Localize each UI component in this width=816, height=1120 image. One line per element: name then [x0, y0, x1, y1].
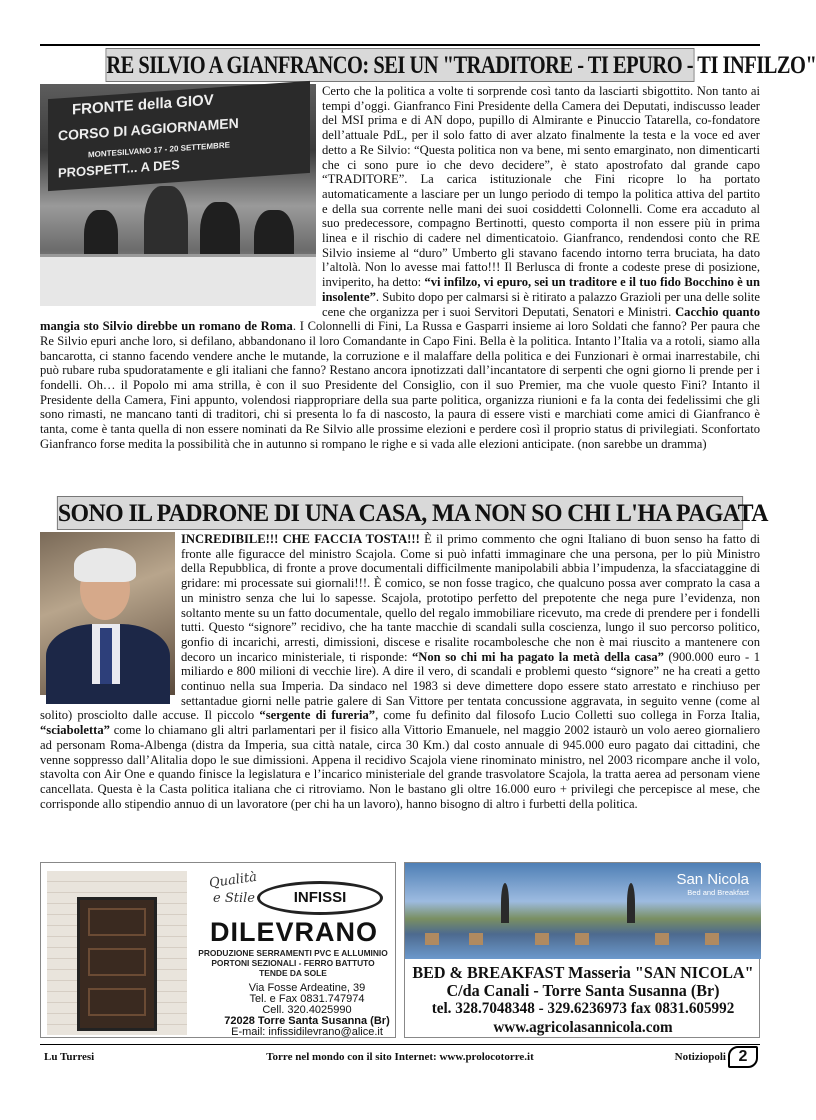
infissi-logo: INFISSI	[257, 881, 383, 915]
address-email: E-mail: infissidilevrano@alice.it	[231, 1026, 383, 1038]
footer-section: Notiziopoli	[674, 1051, 726, 1063]
door-photo	[47, 871, 187, 1035]
pool-photo	[405, 863, 761, 959]
article-2-paragraph-2: (900.000 euro - 1 miliardo e 800 milioni di vecchie lire). A dire il vero, di scandali e problemi questo “signore” ne ha creati a getto continuo nella sua Imperia. Da sindaco nel 1983 si deve dimettere dopo essere stato arrestato e rinchiuso per settantadue giorni nelle patrie galere di San Vittore per tentata concussione aggravata, in seguito venne (come al solito) prosciolto dalle accuse. Il piccolo	[40, 649, 760, 723]
footer-website: Torre nel mondo con il sito Internet: www.prolocotorre.it	[266, 1051, 534, 1063]
photo-tie	[100, 628, 112, 684]
article-1-quote: “vi infilzo, vi epuro, sei un traditore e il tuo fido Bocchino è un insolente”	[322, 275, 760, 304]
ad-dilevrano	[40, 862, 396, 1038]
lamp-post	[501, 883, 509, 923]
bb-address: C/da Canali - Torre Santa Susanna (Br)	[446, 981, 720, 1000]
style-label: e Stile	[213, 891, 255, 906]
article-1-paragraph-2a: . Subito dopo per calmarsi si è ritirato a palazzo Grazioli per una delle solite cene che organizza per i suoi Servitori Deputati, Senatori e Ministri.	[322, 289, 760, 319]
article-2-nickname-2: “sciaboletta”	[40, 723, 110, 738]
address-street: Via Fosse Ardeatine, 39	[248, 982, 366, 994]
banner-line-2: CORSO DI AGGIORNAMEN	[58, 114, 239, 144]
door-panel	[88, 948, 146, 976]
door-frame	[77, 897, 157, 1031]
article-2-nickname-1: “sergente di fureria”	[259, 708, 376, 723]
article-2-headline: SONO IL PADRONE DI UNA CASA, MA NON SO CHI L'HA PAGATA	[57, 496, 743, 530]
service-line-2: PORTONI SEZIONALI - FERRO BATTUTO	[211, 958, 375, 968]
door-panel	[88, 988, 146, 1016]
bb-website: www.agricolasannicola.com	[493, 1019, 673, 1036]
article-1-paragraph-2b: . I Colonnelli di Fini, La Russa e Gasparri insieme ai loro Soldati che fanno? Per paura che Re Silvio epuri anche loro, si defilano, abbandonano il loro Comandante in Capo Fini. Bella è la politica. Intanto l’Italia va a rotoli, siamo alla bancarotta, ci stanno facendo vendere anche le mutande, la corruzione e il malaffare della politica e dei Funzionari è ormai inarrestabile, chi può rubare ruba spudoratamente e gli italiani che fanno? Restano ancora ipnotizzati dall’incantatore di serpenti che ogni giorno li prende per i fondelli. Oh… il Popolo mi ama strilla, è con il suo Presidente del Consiglio, con il suo Premier, ma che vuole questo Fini? Intanto il Presidente della Camera, Fini appunto, volendosi riappropriare della sua parte politica, organizza riunioni e fa la conta dei fedelissimi che gli sono rimasti, ne mancano tanti di traditori, chi si presenta lo fa di nascosto, la paura di essere visti e marchiati come amici di Gianfranco è tanta, come è tanta quella di non essere nominati da Re Silvio alle prossime elezioni e perdere così il proprio status di privilegiati. Sconfortato Gianfranco forse medita la possibilità che in autunno si rompano le righe e si vada alle elezioni anticipate. (non sarebbe un dramma)	[40, 319, 760, 451]
logo-name: San Nicola	[676, 871, 749, 888]
logo-tagline: Bed and Breakfast	[687, 888, 749, 897]
article-2-body	[40, 532, 760, 854]
san-nicola-logo	[676, 871, 749, 897]
pool-chair	[425, 933, 439, 945]
article-2-photo	[40, 532, 175, 695]
pool-chair	[535, 933, 549, 945]
footer-rule	[40, 1044, 760, 1045]
ads-row	[40, 862, 760, 1038]
bb-phones: tel. 328.7048348 - 329.6236973 fax 0831.605992	[431, 1000, 735, 1017]
photo-hair	[74, 548, 136, 582]
bb-title: BED & BREAKFAST Masseria "SAN NICOLA"	[412, 963, 754, 982]
banner-line-1: FRONTE della GIOV	[72, 91, 214, 119]
pool-chair	[655, 933, 669, 945]
article-2-lead: INCREDIBILE!!! CHE FACCIA TOSTA!!!	[181, 532, 420, 546]
photo-banner	[48, 81, 310, 191]
brand-name: DILEVRANO	[209, 917, 378, 947]
article-1-bold-remark: Cacchio quanto mangia sto Silvio direbbe un romano de Roma	[40, 304, 760, 334]
article-1-headline: RE SILVIO A GIANFRANCO: SEI UN "TRADITORE - TI EPURO - TI INFILZO"	[106, 48, 695, 82]
pool-chair	[575, 933, 589, 945]
article-1-paragraph-1: Certo che la politica a volte ti sorprende così tanto da lasciarti sbigottito. Non tanto ai tempi d’oggi. Gianfranco Fini Presidente della Camera dei Deputati, indiscusso leader del MSI prima e di AN dopo, pupillo di Almirante e Pinuccio Tatarella, co-fondatore dell’attuale PdL, per il solo fatto di aver alzato finalmente la testa e la voce ed aver detto a Re Silvio: “Questa politica non va bene, mi sento emarginato, non dimenticarti che ci sono pure io che devo decidere”, è stato apostrofato dal grande capo “TRADITORE”. La carica istituzionale che Fini ricopre lo ha portato automaticamente a lasciare per un lungo periodo di tempo la politica attiva del partito e della sua corrente nelle mani dei suoi cosiddetti Colonnelli. Come era accaduto al suo predecessore, compagno Bertinotti, questo comporta il non essere più in prima linea e il rischio di cadere nel dimenticatoio. Gianfranco, rendendosi conto che RE Silvio insieme al “duro” Umberto gli stavano facendo intorno terra bruciata, ha dato l’altolà. Non lo avesse mai fatto!!! Il Berlusca di fronte a codeste prese di posizione, inviperito, ha detto:	[322, 84, 760, 290]
page-number: 2	[728, 1046, 758, 1068]
pool-chair	[705, 933, 719, 945]
top-rule	[40, 44, 760, 46]
lamp-post	[627, 883, 635, 923]
door-panel	[88, 908, 146, 936]
quality-label: Qualità	[208, 869, 258, 892]
address-phone: Tel. e Fax 0831.747974	[249, 993, 365, 1005]
article-1-body	[40, 84, 760, 492]
article-2-paragraph-3: , come fu definito dal filosofo Lucio Colletti suo collega in Forza Italia,	[375, 708, 760, 723]
article-1-photo	[40, 84, 316, 306]
ad-san-nicola	[404, 862, 760, 1038]
address-cell: Cell. 320.4025990	[262, 1004, 352, 1016]
address-city: 72028 Torre Santa Susanna (Br)	[224, 1015, 390, 1027]
pool-chair	[469, 933, 483, 945]
article-2-quote: “Non so chi mi ha pagato la metà della casa”	[411, 649, 664, 664]
service-line-3: TENDE DA SOLE	[259, 968, 327, 978]
banner-line-3: MONTESILVANO 17 - 20 SETTEMBRE	[88, 140, 230, 160]
article-2-paragraph-1: È il primo commento che ogni Italiano di buon senso ha fatto di fronte alle figuracce del ministro Scajola. Come si può infatti immaginare che una persona, per lo più Ministro della Repubblica, di fronte a prove documentali difficilmente manipolabili abbia l’impudenza, la sfacciataggine di gridare: mi processate sui giornali!!!. È comico, se non fosse tragico, che qualcuno possa aver comprato la casa a un ministro senza che lui lo sapesse. Scajola, prototipo perfetto del prepotente che nega pure l’evidenza, non soltanto mente su un fatto documentale, quello del regalo immobiliare ricevuto, ma crede di prendere per i fondelli tutti. Questo “signore” recidivo, che ha tante macchie di scandali sulla coscienza, lungo il suo percorso politico, gonfio di incarichi, arresti, dimissioni, discese e risalite rocambolesche che non è mai riuscito a mantenere con decoro un incarico ministeriale, ti risponde:	[181, 532, 760, 664]
article-2-paragraph-4: come lo chiamano gli altri parlamentari per il fisico alla Vittorio Emanuele, nel maggio 2002 istaurò un volo aereo giornaliero ad personam Roma-Albenga (distra da Imperia, sua città natale, circa 30 Km.) dal costo annuale di 945.000 euro pagato dai cittadini, che venne soppresso dall’Alitalia dopo le sue dimissioni. Appena il recidivo Scajola viene rinominato ministro, nel 2003 ricompare anche il volo, stavolta con Air One e quando finisce la legislatura e l’incarico ministeriale del grande trasvolatore Scajola, la tratta aerea ad personam viene cancellata. Questa è la Casta politica italiana che ci ritroviamo. Non le bastano gli oltre 16.000 euro + privilegi che percepisce al mese, che corrisponde allo stipendio annuo di un lavoratore (per chi ha un lavoro), hanno bisogno di altro i furbetti della politica.	[40, 723, 760, 811]
page-footer	[40, 1048, 760, 1068]
banner-line-4: PROSPETT... A DES	[58, 156, 180, 181]
conference-table	[40, 254, 316, 306]
service-line-1: PRODUZIONE SERRAMENTI PVC E ALLUMINIO	[198, 948, 388, 958]
footer-publication: Lu Turresi	[44, 1051, 95, 1063]
